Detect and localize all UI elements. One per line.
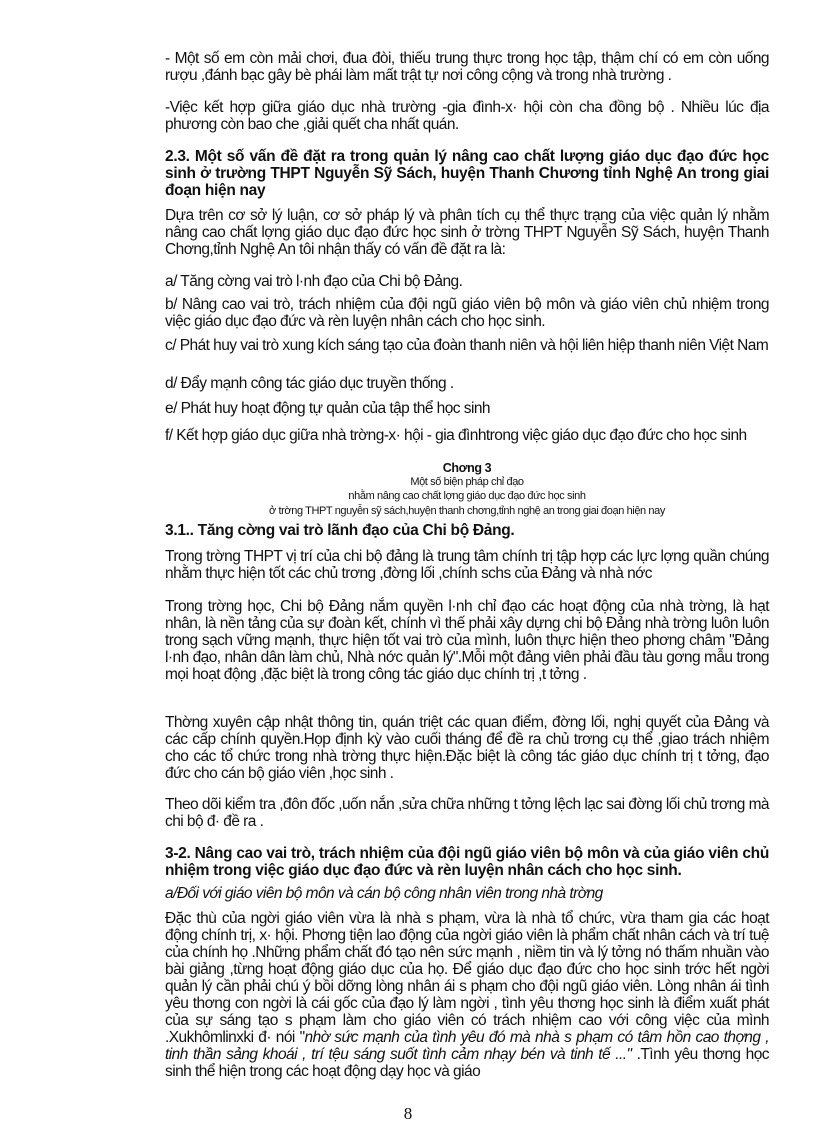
quotation: nhờ sức mạnh của tình yêu đó mà nhà s phạm có tâm hồn cao thợng , tinh thần sảng khoái , trí tệu sáng suốt tình cảm nhạy bén và tinh tế ..." [165,1029,769,1063]
section-heading-3-1: 3.1.. Tăng cờng vai trò lãnh đạo của Chi bộ Đảng. [165,522,515,539]
body-paragraph: Thờng xuyên cập nhật thông tin, quán triệt các quan điểm, đờng lối, nghị quyết của Đảng và các cấp chính quyền.Họp định kỳ vào cuối tháng để đề ra chủ trơng cụ thể ,giao trách nhiệm cho các tổ chức trong nhà trờng thực hiện.Đặc biệt là công tác giáo dục chính trị t tởng, đạo đức cho cán bộ giáo viên ,học sinh . [165,714,769,782]
body-paragraph: Dựa trên cơ sở lý luận, cơ sở pháp lý và phân tích cụ thể thực trạng của việc quản lý nhằm nâng cao chất lợng giáo dục đạo đức học sinh ở trờng THPT Nguyễn Sỹ Sách, huyện Thanh Chơng,tỉnh Nghệ An tôi nhận thấy có vấn đề đặt ra là: [165,207,769,258]
section-heading-2-3: 2.3. Một số vấn đề đặt ra trong quản lý nâng cao chất lượng giáo dục đạo đức học sinh ở trường THPT Nguyễn Sỹ Sách, huyện Thanh Chương tỉnh Nghệ An trong giai đoạn hiện nay [165,148,769,199]
list-item-a: a/ Tăng cờng vai trò l·nh đạo của Chi bộ Đảng. [165,273,463,290]
list-item-e: e/ Phát huy hoạt động tự quản của tập thể học sinh [165,400,490,417]
section-heading-3-2: 3-2. Nâng cao vai trò, trách nhiệm của đội ngũ giáo viên bộ môn và của giáo viên chủ nhiệm trong việc giáo dục đạo đức và rèn luyện nhân cách cho học sinh. [165,845,769,879]
subheading-a: a/Đối với giáo viên bộ môn và cán bộ công nhân viên trong nhà trờng [165,885,603,902]
chapter-subtitle: Một số biện pháp chỉ đạo [410,476,524,488]
paragraph-text: .Tình yêu thơng học sinh thể hiện trong các hoạt động dạy học và giáo [165,1046,769,1080]
list-item-f: f/ Kết hợp giáo dục giữa nhà trờng-x· hội - gia đìnhtrong việc giáo dục đạo đức cho học sinh [165,427,747,444]
page-number: 8 [403,1104,413,1123]
list-item-c: c/ Phát huy vai trò xung kích sáng tạo của đoàn thanh niên và hội liên hiệp thanh niên Việt Nam [165,337,769,354]
paragraph-text: Đặc thù của ngời giáo viên vừa là nhà s phạm, vừa là nhà tổ chức, vừa tham gia các hoạt động chính trị, x· hội. Phơng tiện lao động của ngời giáo viên là phẩm chất nhân cách và trí tuệ của chính họ .Những phẩm chất đó tạo nên sức mạnh , niềm tin và lý tởng nó thấm nhuần vào bài giảng ,từng hoạt động giáo dục của họ. Để giáo dục đạo đức cho học sinh trớc hết ngời quản lý cần phải chú ý bồi dỡng lòng nhân ái s phạm cho đội ngũ giáo viên. Lòng nhân ái tình yêu thơng con ngời là cái gốc của đạo lý làm ngời , tình yêu thơng học sinh là điểm xuất phát của sự sáng tạo s phạm làm cho giáo viên có trách nhiệm cao với công việc của mình .Xukhômlinxki đ· nói " [165,910,769,1046]
body-paragraph: Trong trờng học, Chi bộ Đảng nắm quyền l·nh chỉ đạo các hoạt động của nhà trờng, là hạt nhân, là nền tảng của sự đoàn kết, chính vì thế phải xây dựng chi bộ Đảng nhà trờng luôn luôn trong sạch vững mạnh, thực hiện tốt vai trò của mình, luôn thực hiện theo phơng châm "Đảng l·nh đạo, nhân dân làm chủ, Nhà nớc quản lý".Mỗi một đảng viên phải đầu tàu gơng mẫu trong mọi hoạt động ,đặc biệt là trong công tác giáo dục chính trị ,t tởng . [165,598,769,683]
body-paragraph [165,910,769,1080]
body-paragraph: Trong trờng THPT vị trí của chi bộ đảng là trung tâm chính trị tập hợp các lực lợng quần chúng nhằm thực hiện tốt các chủ trơng ,đờng lối ,chính schs của Đảng và nhà nớc [165,548,769,582]
body-paragraph: - Một số em còn mải chơi, đua đòi, thiếu trung thực trong học tập, thậm chí có em còn uống rượu ,đánh bạc gây bè phái làm mất trật tự nơi công cộng và trong nhà trường . [165,50,769,84]
body-paragraph: -Việc kết hợp giữa giáo dục nhà trường -gia đình-x· hội còn cha đồng bộ . Nhiều lúc địa phương còn bao che ,giải quết cha nhất quán. [165,99,769,133]
list-item-d: d/ Đẩy mạnh công tác giáo dục truyền thống . [165,375,454,392]
chapter-subtitle: ở trờng THPT nguyễn sỹ sách,huyện thanh chơng,tỉnh nghệ an trong giai đoạn hiện nay [269,505,665,517]
body-paragraph: Theo dõi kiểm tra ,đôn đốc ,uốn nắn ,sửa chữa những t tởng lệch lạc sai đờng lối chủ trơng mà chi bộ đ· đề ra . [165,796,769,830]
list-item-b: b/ Nâng cao vai trò, trách nhiệm của đội ngũ giáo viên bộ môn và giáo viên chủ nhiệm trong việc giáo dục đạo đức và rèn luyện nhân cách cho học sinh. [165,296,769,330]
chapter-subtitle: nhằm nâng cao chất lợng giáo dục đạo đức học sinh [348,490,586,502]
chapter-title: Chơng 3 [442,461,492,475]
